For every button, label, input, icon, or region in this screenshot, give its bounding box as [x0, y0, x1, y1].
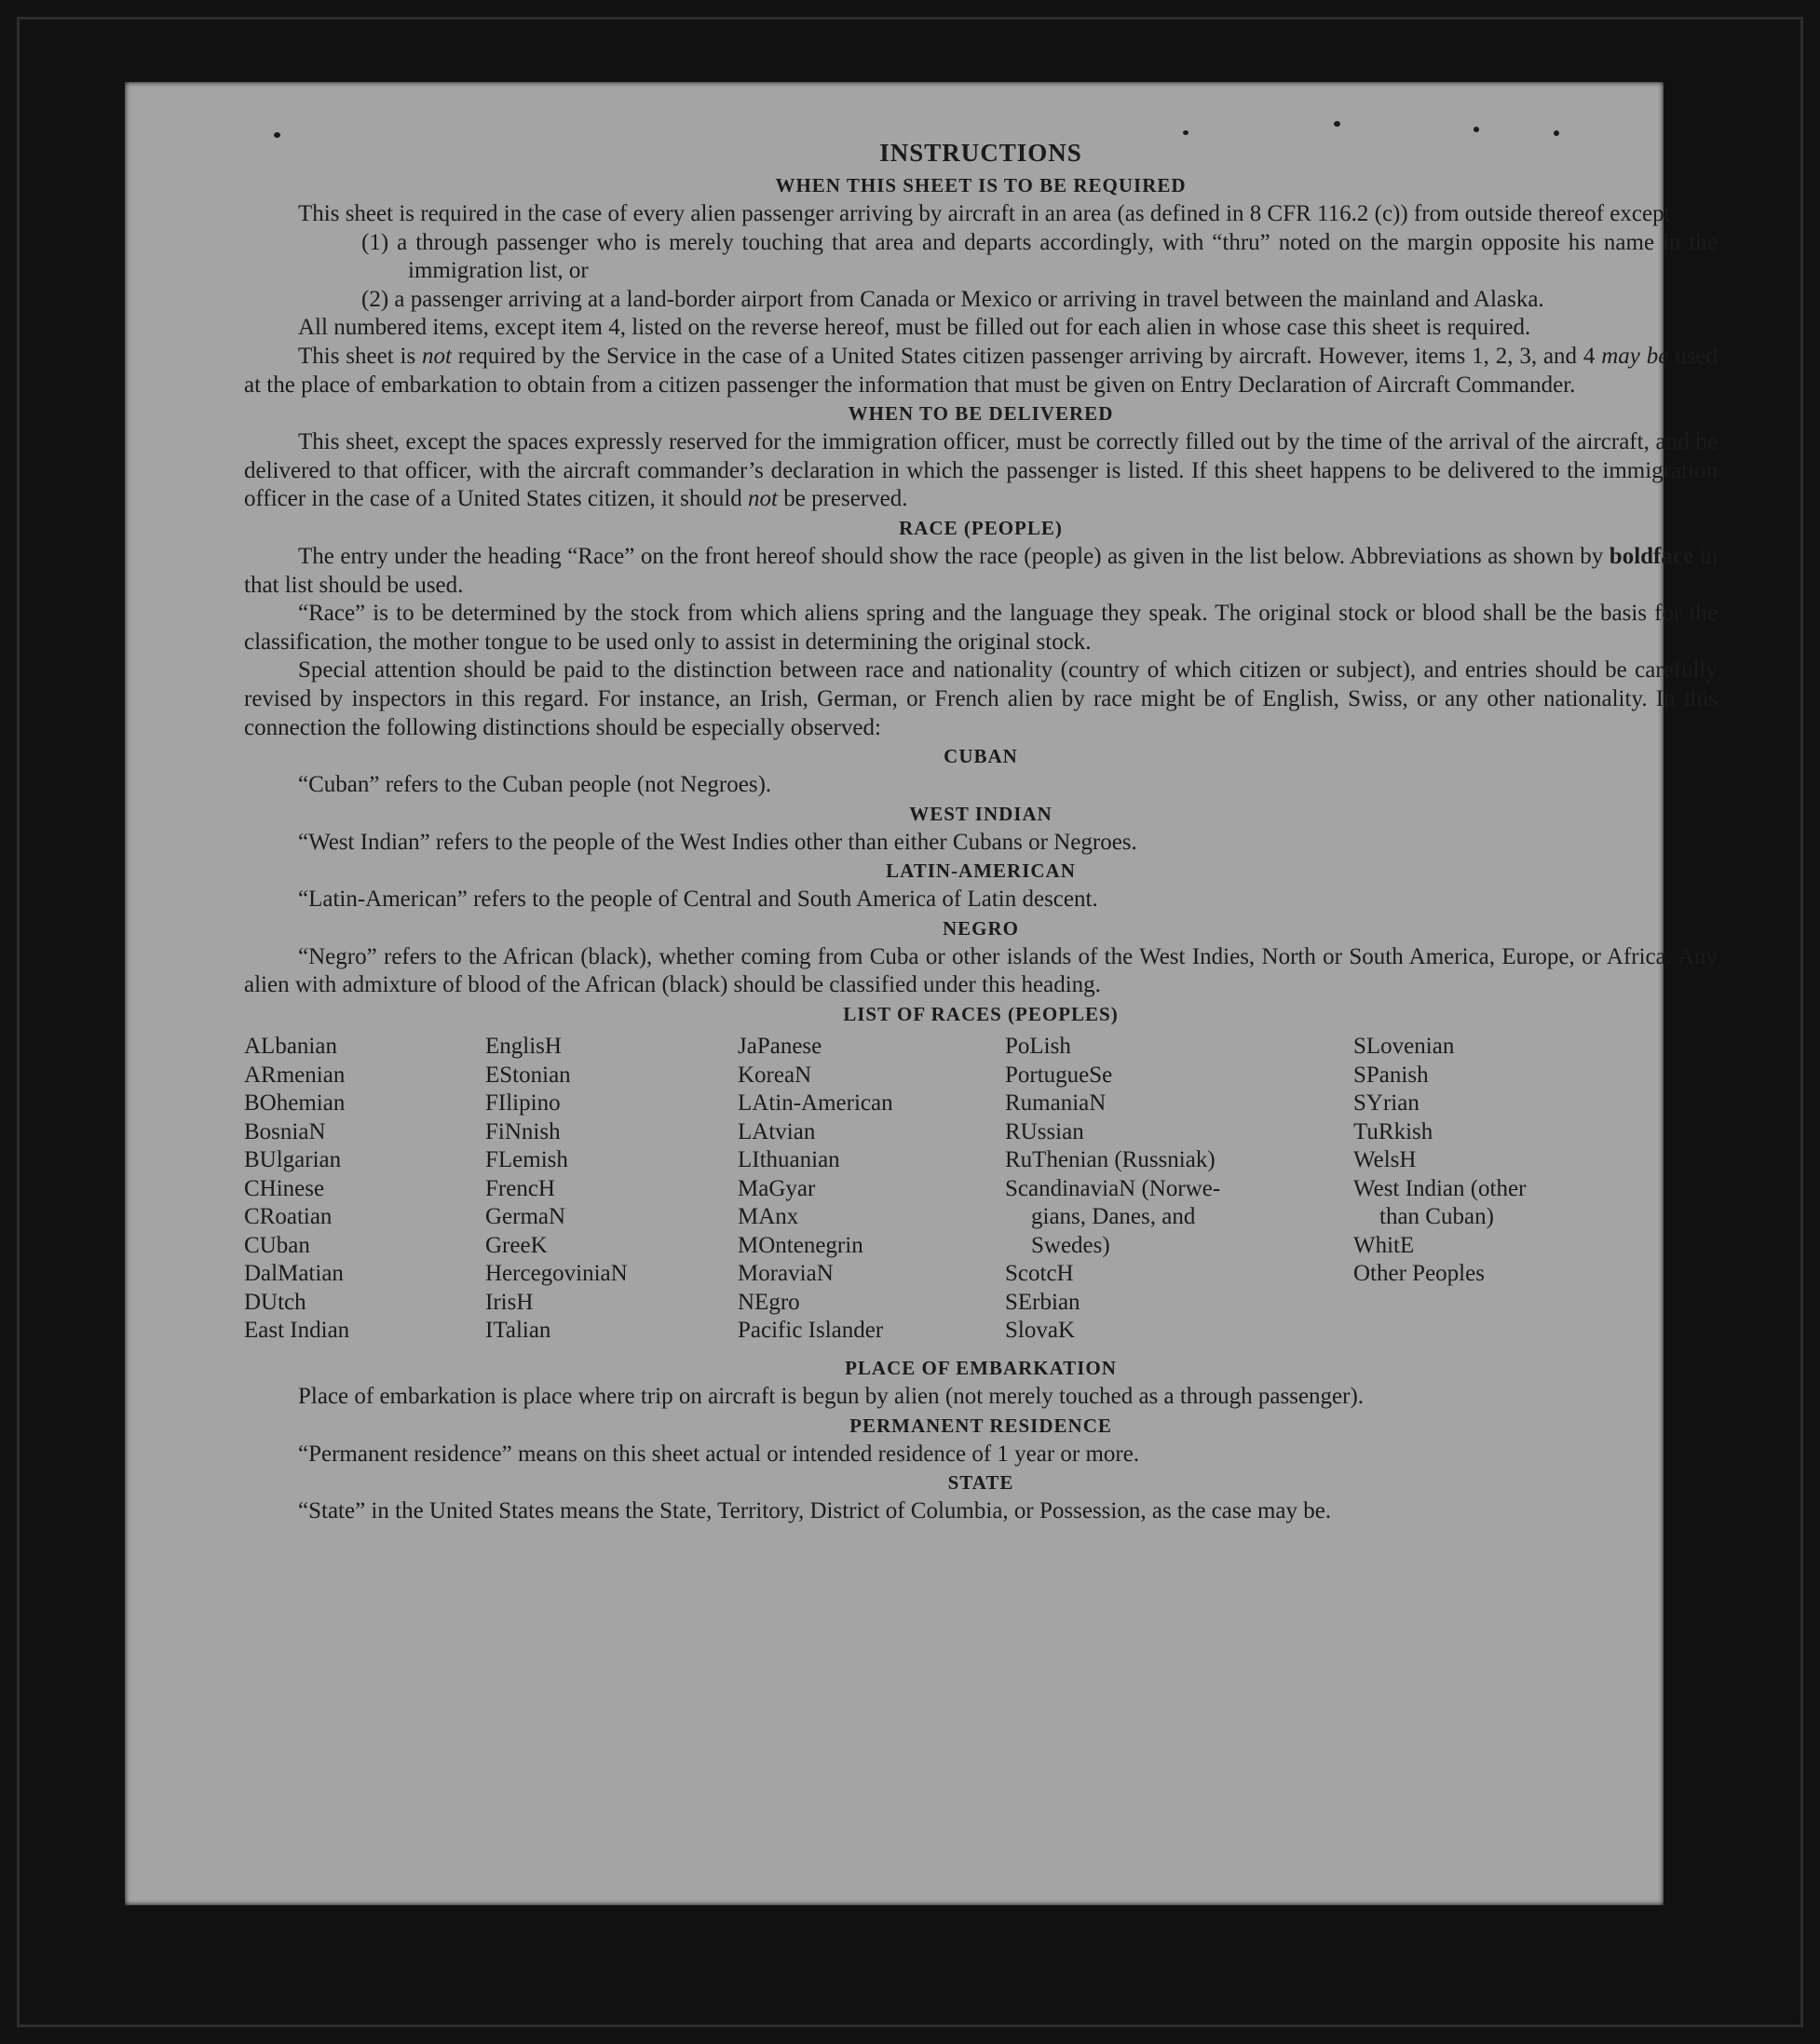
cuban-paragraph: “Cuban” refers to the Cuban people (not Negroes).	[298, 772, 772, 798]
race-entry: RuThenian (Russniak)	[1005, 1147, 1216, 1173]
race-entry: CRoatian	[244, 1204, 333, 1230]
race-entry: ALbanian	[244, 1034, 337, 1060]
race-entry: NEgro	[738, 1289, 800, 1315]
race-entry: MAnx	[738, 1204, 799, 1230]
heading-negro: NEGRO	[942, 916, 1019, 940]
race-entry: BUlgarian	[244, 1147, 342, 1173]
race-entry: DUtch	[244, 1289, 306, 1315]
exception-item-2: (2) a passenger arriving at a land-border airport from Canada or Mexico or arriving in travel between the mainland and Alaska.	[361, 286, 1544, 312]
permanent-residence-paragraph: “Permanent residence” means on this sheet actual or intended residence of 1 year or more.	[298, 1441, 1140, 1467]
race-p1-text-2: in that list should be used.	[244, 543, 1718, 598]
race-entry: EnglisH	[485, 1034, 562, 1060]
race-entry: CHinese	[244, 1175, 325, 1201]
race-entry: WhitE	[1353, 1232, 1415, 1258]
race-entry: Pacific Islander	[738, 1318, 884, 1344]
when-delivered-paragraph	[244, 428, 1718, 514]
heading-latin-american: LATIN-AMERICAN	[886, 860, 1076, 883]
race-entry: DalMatian	[244, 1261, 344, 1287]
race-entry: RumaniaN	[1005, 1090, 1107, 1117]
citizen-text-2: required by the Service in the case of a United States citizen passenger arriving by aircraft. However, items 1, 2, 3, and 4	[451, 343, 1602, 369]
latin-american-paragraph: “Latin-American” refers to the people of Central and South America of Latin descent.	[298, 887, 1098, 913]
race-entry: LAtin-American	[738, 1090, 893, 1117]
race-entry: TuRkish	[1353, 1118, 1433, 1144]
instructions-content	[244, 134, 1718, 1526]
heading-when-required: WHEN THIS SHEET IS TO BE REQUIRED	[775, 174, 1187, 196]
citizen-text-1: This sheet is	[298, 343, 423, 369]
race-entry: MOntenegrin	[738, 1232, 863, 1258]
race-entry: Swedes)	[1031, 1232, 1110, 1258]
race-column-3	[738, 1033, 893, 1346]
race-entry: than Cuban)	[1379, 1204, 1494, 1230]
race-column-1	[244, 1033, 349, 1346]
state-paragraph: “State” in the United States means the State, Territory, District of Columbia, or Possession, as the case may be.	[298, 1498, 1332, 1524]
race-entry: ScandinaviaN (Norwe-	[1005, 1175, 1221, 1201]
race-entry: IrisH	[485, 1289, 534, 1315]
race-entry: Other Peoples	[1353, 1261, 1485, 1287]
race-entry: PortugueSe	[1005, 1062, 1113, 1088]
race-entry: BosniaN	[244, 1118, 326, 1144]
race-entry: West Indian (other	[1353, 1175, 1527, 1201]
race-entry: gians, Danes, and	[1031, 1204, 1196, 1230]
race-entry: FIlipino	[485, 1090, 561, 1117]
delivered-emphasis-not: not	[748, 486, 778, 512]
heading-race: RACE (PEOPLE)	[899, 516, 1063, 539]
race-entry: FiNnish	[485, 1118, 561, 1144]
race-p1-text-1: The entry under the heading “Race” on the front hereof should show the race (people) as given in the list below. Abbreviations as shown by	[298, 543, 1609, 569]
race-entry: ITalian	[485, 1318, 551, 1344]
race-entry: WelsH	[1353, 1147, 1417, 1173]
race-entry: LAtvian	[738, 1118, 816, 1144]
race-entry: PoLish	[1005, 1034, 1071, 1060]
race-entry: SErbian	[1005, 1289, 1080, 1315]
numbered-items-paragraph: All numbered items, except item 4, listed on the reverse hereof, must be filled out for each alien in whose case this sheet is required.	[298, 315, 1531, 341]
heading-state: STATE	[947, 1471, 1014, 1495]
heading-west-indian: WEST INDIAN	[909, 802, 1053, 825]
race-entry: CUban	[244, 1232, 310, 1258]
instructions-title: INSTRUCTIONS	[879, 139, 1082, 167]
race-paragraph-2: “Race” is to be determined by the stock from which aliens spring and the language they speak. The original stock or blood shall be the basis for the classification, the mother tongue to be used only to assist in determining the original stock.	[244, 601, 1718, 655]
exception-item-1: (1) a through passenger who is merely touching that area and departs accordingly, with “thru” noted on the margin opposite his name in the immigration list, or	[361, 229, 1718, 284]
race-paragraph-1	[244, 543, 1718, 600]
race-entry: HercegoviniaN	[485, 1261, 628, 1287]
race-entry: GermaN	[485, 1204, 566, 1230]
race-entry: East Indian	[244, 1318, 350, 1344]
heading-permanent-residence: PERMANENT RESIDENCE	[849, 1414, 1112, 1437]
delivered-text-1: This sheet, except the spaces expressly reserved for the immigration officer, must be correctly filled out by the time of the arrival of the aircraft, and be delivered to that officer, with the aircraft commander’s declaration in which the passenger is listed. If this sheet happens to be delivered to the immigration officer in the case of a United States citizen, it should	[244, 429, 1718, 512]
citizen-emphasis-not: not	[422, 343, 452, 369]
race-entry: SYrian	[1353, 1090, 1419, 1117]
heading-cuban: CUBAN	[944, 745, 1018, 768]
race-entry: MoraviaN	[738, 1261, 834, 1287]
negro-paragraph: “Negro” refers to the African (black), whether coming from Cuba or other islands of the West Indies, North or South America, Europe, or Africa. Any alien with admixture of blood of the African (black) should be classified under this heading.	[244, 943, 1718, 998]
heading-when-delivered: WHEN TO BE DELIVERED	[848, 402, 1114, 426]
race-column-2	[485, 1033, 628, 1346]
race-entry: KoreaN	[738, 1062, 812, 1088]
heading-list-of-races: LIST OF RACES (PEOPLES)	[843, 1003, 1119, 1026]
race-entry: MaGyar	[738, 1175, 816, 1201]
race-entry: ScotcH	[1005, 1261, 1074, 1287]
when-required-intro: This sheet is required in the case of every alien passenger arriving by aircraft in an area (as defined in 8 CFR 116.2 (c)) from outside thereof except	[298, 201, 1671, 226]
place-of-embarkation-paragraph: Place of embarkation is place where trip on aircraft is begun by alien (not merely touched as a through passenger).	[298, 1384, 1365, 1410]
race-entry: LIthuanian	[738, 1147, 840, 1173]
citizen-paragraph	[244, 343, 1718, 399]
race-paragraph-3: Special attention should be paid to the distinction between race and nationality (country of which citizen or subject), and entries should be carefully revised by inspectors in this regard. For instance, an Irish, German, or French alien by race might be of English, Swiss, or any other nationality. In this connection the following distinctions should be especially observed:	[244, 657, 1718, 740]
race-entry: ARmenian	[244, 1062, 346, 1088]
race-entry: JaPanese	[738, 1034, 822, 1060]
race-entry: FrencH	[485, 1175, 555, 1201]
race-entry: SlovaK	[1005, 1318, 1075, 1344]
list-of-races	[244, 1033, 1718, 1354]
race-entry: GreeK	[485, 1232, 548, 1258]
race-entry: FLemish	[485, 1147, 568, 1173]
race-entry: RUssian	[1005, 1118, 1084, 1144]
race-entry: SPanish	[1353, 1062, 1429, 1088]
race-p1-boldface: boldface	[1609, 543, 1694, 569]
race-column-4	[1005, 1033, 1220, 1346]
race-entry: SLovenian	[1353, 1034, 1455, 1060]
ink-spot	[1334, 121, 1340, 127]
document-sheet	[125, 82, 1718, 1905]
west-indian-paragraph: “West Indian” refers to the people of the West Indies other than either Cubans or Negroes.	[298, 829, 1137, 855]
race-column-5	[1353, 1033, 1526, 1289]
ink-spot	[1474, 127, 1479, 132]
delivered-text-2: be preserved.	[778, 486, 908, 512]
race-entry: EStonian	[485, 1062, 571, 1088]
race-entry: BOhemian	[244, 1090, 346, 1117]
citizen-emphasis-may-be: may be	[1601, 343, 1669, 369]
citizen-text-3: used at the place of embarkation to obtain from a citizen passenger the information that must be given on Entry Declaration of Aircraft Commander.	[244, 343, 1718, 398]
heading-place-of-embarkation: PLACE OF EMBARKATION	[845, 1357, 1117, 1380]
